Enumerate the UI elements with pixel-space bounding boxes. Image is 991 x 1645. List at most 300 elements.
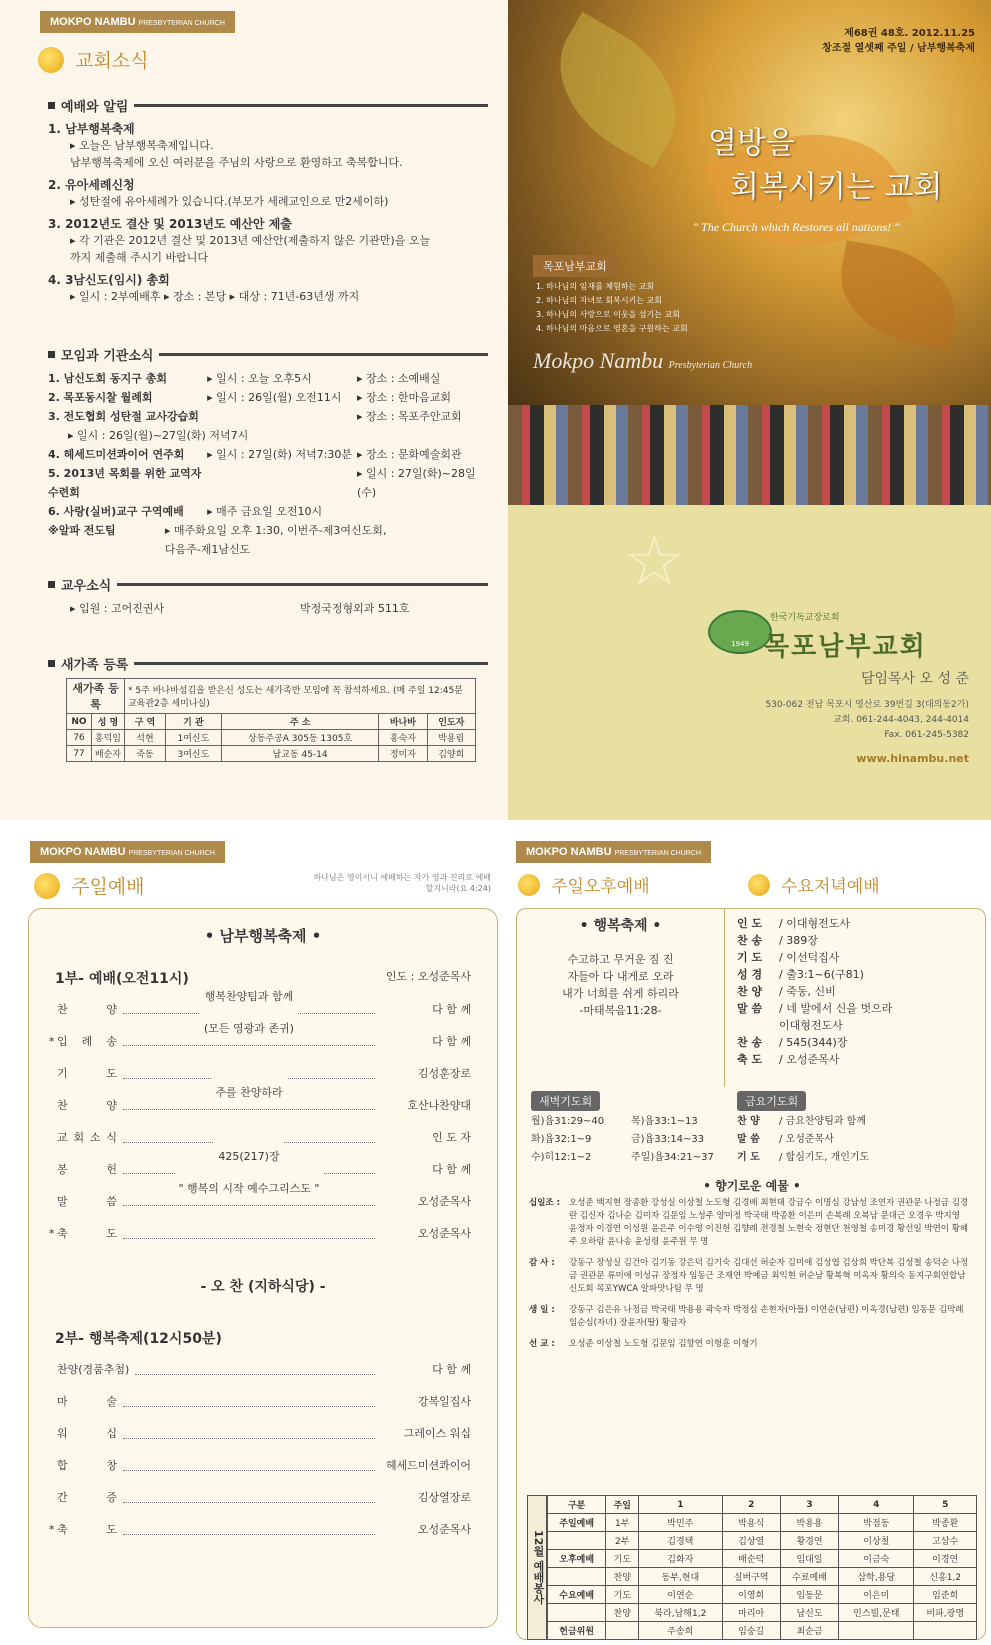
verse-line: 수고하고 무거운 짐 진 [567,953,674,966]
table-cell: 이은미 [839,1586,914,1604]
meeting-cell [281,426,391,445]
order-row [737,915,892,932]
offering-kind: 감 사 : [529,1258,555,1268]
table-cell: 신흥1,2 [914,1568,977,1586]
cover-panel [508,0,991,820]
meeting-row [48,445,488,464]
star-mark: * [49,1227,55,1240]
order-value: / 금요찬양팀과 함께 [779,1116,867,1127]
order-char: 회 [73,1131,85,1144]
bulb-icon [38,47,64,73]
order-char: 양 [106,1003,117,1016]
dot-leader [123,1482,375,1503]
order-person: 다 함 께 [432,1003,471,1016]
order-item [57,1418,117,1450]
table-row [548,1604,977,1622]
star-mark: * [49,1035,55,1048]
table-header-cell: 5 [914,1496,977,1514]
meeting-cell: ▸ 매주화요일 오후 1:30, 이번주-제3여신도회, 다음주-제1남신도 [164,524,387,556]
congregation-photos [508,405,991,505]
table-cell: 박용용 [780,1514,838,1532]
order-person: 강복일집사 [417,1395,471,1408]
offering-title: • 향기로운 예물 • [703,1179,801,1193]
order-char: 도 [106,1227,117,1240]
order-char: 증 [106,1491,117,1504]
meeting-list [48,369,488,559]
dot-leader [123,1058,375,1079]
table-cell: 삼학,용당 [839,1568,914,1586]
table-cell: 수요예배 [548,1586,606,1604]
order-char: 십 [106,1427,117,1440]
order-item [57,1514,117,1546]
order-item [57,1450,117,1482]
order-person: 오성준목사 [417,1523,471,1536]
order-row [49,1418,471,1450]
meeting-cell: ▸ 장소 : 소예배실 [356,372,441,385]
star-mark [49,1354,57,1386]
order-row [737,1034,892,1051]
order-char: 축 [57,1523,68,1536]
table-cell: 임대일 [780,1550,838,1568]
order-item [57,1218,117,1250]
vision-list [536,280,688,336]
dawn-row [531,1131,731,1149]
star-mark [49,1122,57,1154]
table-cell: 주송희 [639,1622,722,1640]
order-row [737,966,892,983]
afternoon-frame [516,908,986,1640]
order-char: 식 [106,1131,117,1144]
notice-line: ▸ 각 기관은 2012년 결산 및 2013년 예산안(제출하지 않은 기관만)을 오늘 [70,234,431,247]
meeting-cell: 1. 남신도회 동지구 총회 [48,372,167,385]
table-header-cell: 1 [639,1496,722,1514]
worship-order-frame [28,908,498,1628]
table-cell: 김경택 [639,1532,722,1550]
script-logo: Mokpo Nambu Presbyterian Church [533,348,753,373]
order-char: 양 [106,1099,117,1112]
table-cell: 이상철 [839,1532,914,1550]
dawn-row [531,1149,731,1167]
dot-leader [123,1122,375,1143]
bulb-icon [748,874,770,896]
offering-names: 오성준 백지현 장종환 강성실 이상철 노도형 김경배 최현태 강금수 이명심 강남성 조연자 권관문 나정금 김경란 김신자 김나순 김미자 김문임 노성주 양미정 박국태 박종환 이은미 손복례 오복남 문대근 오경우 박지영 윤정자 이경연 이성원 윤은주 이수영 이진헌 김향례 전경철 노현숙 정현단 천영철 송미경 황선일 박연이 황혜주 오하람 윤나송 윤성령 윤주원 무 명 [569,1198,969,1247]
order-value: / 545(344)장 [779,1036,848,1049]
star-mark [49,994,57,1026]
meeting-cell: ▸ 장소 : 목포주안교회 [356,410,462,423]
part2-header: 2부- 행복축제(12시50분) [55,1331,222,1347]
notice-list [48,120,488,305]
sunday-worship-panel [0,830,511,1645]
wednesday-header: 수요저녁예배 [748,872,880,897]
order-label [737,1017,779,1034]
table-header-cell: 구분 [548,1496,606,1514]
dawn-cell: 수)히12:1~2 [531,1152,592,1163]
order-value: / 합심기도, 개인기도 [779,1152,870,1163]
order-char: 송 [106,1035,117,1048]
dawn-cell: 목)욥33:1~13 [631,1116,698,1127]
order-row [49,1354,471,1386]
table-cell: 황경연 [780,1532,838,1550]
issue-info: 제68권 48호. 2012.11.25 창조절 열셋째 주일 / 남부행복축제 [822,28,975,54]
table-cell: 석현 [125,730,166,746]
order-person: 다 함 께 [432,1163,471,1176]
vision-item: 1. 하나님의 임재를 체험하는 교회 [536,282,655,291]
dot-leader [123,1514,375,1535]
church-label-box: 목포남부교회 [533,255,617,277]
slogan-english: " The Church which Restores all nations! " [693,220,900,234]
offering-kind: 십일조 : [529,1198,560,1208]
table-cell: 홍덕임 [91,730,124,746]
table-cell [548,1532,606,1550]
order-char: 씀 [106,1195,117,1208]
wednesday-order [737,915,892,1068]
table-row [548,1532,977,1550]
table-cell: 실버구역 [722,1568,780,1586]
festival-title: • 남부행복축제 • [204,927,322,945]
table-cell: 이연순 [639,1586,722,1604]
table-cell: 남교동 45-14 [221,746,378,762]
meeting-row [48,521,488,559]
meeting-cell [392,426,488,445]
table-header-cell: 주 소 [221,714,378,730]
order-char: 워 [57,1427,68,1440]
order-row [737,1017,892,1034]
friday-prayer-label: 금요기도회 [737,1091,806,1111]
table-cell: 기도 [606,1550,639,1568]
table-cell: 1부 [606,1514,639,1532]
order-row [49,1450,471,1482]
order-item [57,1386,117,1418]
table-cell: 박민주 [639,1514,722,1532]
order-value: / 389장 [779,934,818,947]
order-char: 마 [57,1395,68,1408]
star-mark [49,1450,57,1482]
section-new-family: 새가족 등록 [48,654,488,673]
table-cell [839,1622,914,1640]
order-label: 기 도 [737,951,763,964]
order-item [57,1482,117,1514]
order-label: 찬 송 [737,934,763,947]
meeting-cell [207,464,357,502]
order-char: 합 [57,1459,68,1472]
denomination: 한국기독교장로회 [770,613,840,623]
meeting-row [48,464,488,502]
table-cell: 이영희 [722,1586,780,1604]
order-detail: " 행복의 시작 예수그리스도 " [175,1173,324,1205]
order-row [49,1514,471,1546]
table-cell: 최순금 [780,1622,838,1640]
order-person: 다 함 께 [432,1035,471,1048]
table-cell: 마리아 [722,1604,780,1622]
table-row [67,730,476,746]
star-mark [49,1418,57,1450]
table-cell: 죽동 [125,746,166,762]
meeting-cell [392,521,488,559]
vision-item: 3. 하나님의 사랑으로 이웃을 섬기는 교회 [536,310,680,319]
order-char: 례 [81,1035,93,1048]
offering-kind: 생 일 : [529,1305,555,1315]
order-person: 오성준목사 [417,1195,471,1208]
order-char: 축 [57,1227,68,1240]
order-char: 술 [106,1395,117,1408]
vision-item: 4. 하나님의 마음으로 영혼을 구원하는 교회 [536,324,688,333]
festival-order-list [49,1354,471,1546]
website-link[interactable]: www.hinambu.net [856,752,969,765]
meeting-cell: ▸ 장소 : 한마음교회 [356,391,452,404]
table-cell: 기도 [606,1586,639,1604]
dawn-cell: 금)욥33:14~33 [631,1134,705,1145]
star-icon: ☆ [623,520,686,602]
church-name-band: MOKPO NAMBU PRESBYTERIAN CHURCH [516,840,711,863]
order-person: 김상열장로 [417,1491,471,1504]
order-person: 호산나찬양대 [407,1099,471,1112]
slogan: 열방을 회복시키는 교회 [708,126,943,205]
notice-line: 남부행복축제에 오신 여러분을 주님의 사랑으로 환영하고 축복합니다. [70,156,403,169]
table-cell: 임준희 [914,1586,977,1604]
sunday-header [34,872,145,899]
dot-leader [123,1418,375,1439]
order-item [57,1026,117,1058]
dot-leader [123,1450,375,1471]
order-row [49,1482,471,1514]
order-row [737,1000,892,1017]
contact-info: 530-062 전남 목포시 영산로 39번길 3(대의동2가) 교회. 061-244-4043, 244-4014 Fax. 061-245-5382 [765,700,969,740]
order-item [57,1186,117,1218]
order-row [49,1182,471,1218]
star-mark [49,1386,57,1418]
table-cell: 동부,현대 [639,1568,722,1586]
table-row [67,746,476,762]
dawn-cell: 화)욥32:1~9 [531,1134,592,1145]
order-char: 교 [57,1131,68,1144]
meeting-cell: 2. 목포동시찰 월례회 [48,391,153,404]
table-cell: 찬양 [606,1568,639,1586]
order-char: 말 [57,1195,68,1208]
table-row [548,1550,977,1568]
order-char: 입 [57,1035,68,1048]
order-value: / 이선덕집사 [779,951,840,964]
order-row [737,1113,869,1131]
order-char: 기 [57,1067,68,1080]
worship-order-list [49,990,471,1250]
verse-line: 내가 너희를 쉬게 하리라 [562,987,679,1000]
order-value: 이대형전도사 [779,1019,843,1032]
lunch-note: - 오 찬 (지하식당) - [200,1279,326,1295]
section-members: 교우소식 [48,575,488,594]
table-header-cell: 주일 [606,1496,639,1514]
order-item [57,1090,117,1122]
order-person: 오성준목사 [417,1227,471,1240]
table-cell: 정미자 [379,746,427,762]
order-char: 창 [106,1459,117,1472]
order-detail: 주를 찬양하라 [211,1077,286,1109]
table-header-cell: 2 [722,1496,780,1514]
table-cell: 김상열 [722,1532,780,1550]
table-row [548,1586,977,1604]
order-person: 다 함 께 [432,1363,471,1376]
afternoon-header: 주일오후예배 [518,872,650,897]
table-cell: 주일예배 [548,1514,606,1532]
order-detail: 행복찬양팀과 함께 [201,981,298,1013]
meeting-cell: ※알파 전도팀 [48,524,116,537]
church-name-band: MOKPO NAMBU PRESBYTERIAN CHURCH [30,840,225,863]
star-mark [49,1154,57,1186]
offering-names: 오성준 이상철 노도형 김문임 김향연 이형훈 이형기 [569,1339,758,1349]
order-row [737,949,892,966]
table-cell: 인스빌,문태 [839,1604,914,1622]
table-cell: 김양희 [427,746,475,762]
table-cell: 이경연 [914,1550,977,1568]
order-label: 찬 양 [737,985,763,998]
order-value: / 오성준목사 [779,1134,834,1145]
table-header-cell: 구 역 [125,714,166,730]
meeting-row [48,407,488,426]
order-detail: (모든 영광과 존귀) [200,1013,298,1045]
table-header-cell: 성 명 [91,714,124,730]
table-cell: 오후예배 [548,1550,606,1568]
table-cell: 배순덕 [722,1550,780,1568]
table-cell: 고삼수 [914,1532,977,1550]
table-cell [914,1622,977,1640]
order-row [49,1386,471,1418]
church-logo-icon: 1949 [708,610,772,654]
notice-line: ▸ 오늘은 남부행복축제입니다. [70,139,214,152]
church-name: 목포남부교회 [764,632,927,662]
table-cell: 이금숙 [839,1550,914,1568]
meeting-cell: ▸ 일시 : 27일(화) 저녁7:30분 [207,448,353,461]
table-cell: 2부 [606,1532,639,1550]
star-mark [49,1058,57,1090]
dot-leader [123,990,375,1014]
order-row [737,1051,892,1068]
section-worship-notice: 예배와 알림 [48,96,488,115]
table-cell: 상동주공A 305동 1305호 [221,730,378,746]
order-label: 말 씀 [737,1002,763,1015]
order-char: 찬 [57,1003,68,1016]
table-header-cell: 바나바 [379,714,427,730]
vision-item: 2. 하나님의 자녀로 회복시키는 교회 [536,296,662,305]
table-cell: 헌금위원 [548,1622,606,1640]
verse-line: 자들아 다 내게로 오라 [567,970,674,983]
order-item: 찬양(경품추첨) [57,1363,130,1376]
meeting-cell: 5. 2013년 목회를 위한 교역자 수련회 [48,467,202,499]
order-char: 봉 [57,1163,68,1176]
star-mark [49,1090,57,1122]
meeting-cell: ▸ 장소 : 문화예술회관 [356,448,462,461]
notice-heading: 1. 남부행복축제 [48,122,135,136]
order-item [57,1058,117,1090]
order-person: 김성훈장로 [417,1067,471,1080]
table-header-cell: 4 [839,1496,914,1514]
order-label: 축 도 [737,1053,763,1066]
order-row [49,1086,471,1122]
order-detail: 425(217)장 [214,1141,283,1173]
bulb-icon [34,873,60,899]
table-cell: 박용식 [722,1514,780,1532]
order-label: 인 도 [737,917,763,930]
meeting-cell: ▸ 일시 : 26일(월) 오전11시 [207,391,342,404]
meeting-cell [207,407,357,426]
dot-leader [123,1218,375,1239]
order-row [49,1022,471,1058]
order-label: 찬 송 [737,1036,763,1049]
meeting-cell: ▸ 매주 금요일 오전10시 [207,505,323,518]
meeting-cell: ▸ 일시 : 오늘 오후5시 [207,372,312,385]
table-cell [548,1568,606,1586]
order-label: 성 경 [737,968,763,981]
meeting-cell: 4. 헤세드미션콰이어 연주회 [48,448,185,461]
order-item [57,1122,117,1154]
notice-line: ▸ 일시 : 2부예배후 ▸ 장소 : 본당 ▸ 대상 : 71년-63년생 까지 [70,290,360,303]
order-label: 찬 양 [737,1116,760,1127]
order-person: 헤세드미션콰이어 [385,1459,471,1472]
order-item [57,1154,117,1186]
afternoon-theme: • 행복축제 • 수고하고 무거운 짐 진 자들아 다 내게로 오라 내가 너희를 쉬게 하리라 -마태복음11:28- [517,909,725,1087]
dawn-prayer-schedule [531,1113,731,1167]
pastor: 담임목사 오 성 준 [860,671,969,687]
table-header-cell: 기 관 [165,714,221,730]
table-row [548,1514,977,1532]
dot-leader [123,1022,375,1046]
table-cell: 76 [67,730,92,746]
offering-row [529,1304,969,1330]
verse-line: -마태복음11:28- [579,1004,662,1017]
dot-leader [123,1386,375,1407]
order-value: / 네 발에서 신을 벗으라 [779,1002,893,1015]
meeting-row [48,388,488,407]
table-row [548,1568,977,1586]
friday-prayer-order [737,1113,869,1167]
order-value: / 오성준목사 [779,1053,840,1066]
star-mark: * [49,1523,55,1536]
table-cell: 박용림 [427,730,475,746]
dawn-prayer-label: 새벽기도회 [531,1091,600,1111]
order-char: 도 [106,1067,117,1080]
star-mark [49,1482,57,1514]
order-char: 헌 [106,1163,117,1176]
offering-names: 강동구 장성실 김건아 김기동 강은덕 김기숙 김대선 허순자 김미애 김성엽 김상희 박단복 김성철 송덕순 나정금 권관문 류미애 이성규 장정자 임동근 조재연 박예금 최익현 허순남 황복혁 이옥자 황의숙 동지구회연합남신도회 목포YWCA 알파맛나팀 무 명 [569,1258,969,1294]
table-header-cell: 인도자 [427,714,475,730]
dawn-cell: 월)욥31:29~40 [531,1116,605,1127]
afternoon-worship-panel [516,830,991,1645]
order-value: / 죽동, 신비 [779,985,836,998]
meeting-row [48,502,488,521]
order-row [737,1131,869,1149]
dawn-row [531,1113,731,1131]
offering-kind: 선 교 : [529,1339,555,1349]
table-cell: 박점동 [839,1514,914,1532]
table-cell: 배순자 [91,746,124,762]
table-cell: 임동문 [780,1586,838,1604]
star-mark [49,1186,57,1218]
table-cell: 1여신도 [165,730,221,746]
table-cell: 찬양 [606,1604,639,1622]
order-char: 도 [106,1523,117,1536]
notice-heading: 2. 유아세례신청 [48,178,135,192]
meeting-cell: ▸ 일시 : 27일(화)~28일(수) [356,467,476,499]
dot-leader [135,1354,375,1375]
offering-names: 강동구 김은유 나정금 박국태 박용용 곽숙자 박정심 손현자(아들) 이연순(남편) 이옥경(남편) 임동문 김막례 임순심(자녀) 장윤자(딸) 황금자 [569,1305,964,1328]
order-value: / 출3:1~6(구81) [779,968,864,981]
table-cell: 77 [67,746,92,762]
offering-row [529,1338,969,1351]
table-cell: 남신도 [780,1604,838,1622]
page-title: 교회소식 [75,50,149,72]
patient-news: ▸ 입원 : 고어진권사 박정국정형외과 511호 [70,602,410,615]
notice-line: ▸ 성탄절에 유아세례가 있습니다.(부모가 세례교인으로 만2세이하) [70,195,389,208]
part1-header: 1부- 예배(오전11시) 인도 : 오성준목사 [55,970,471,987]
order-item [57,994,117,1026]
